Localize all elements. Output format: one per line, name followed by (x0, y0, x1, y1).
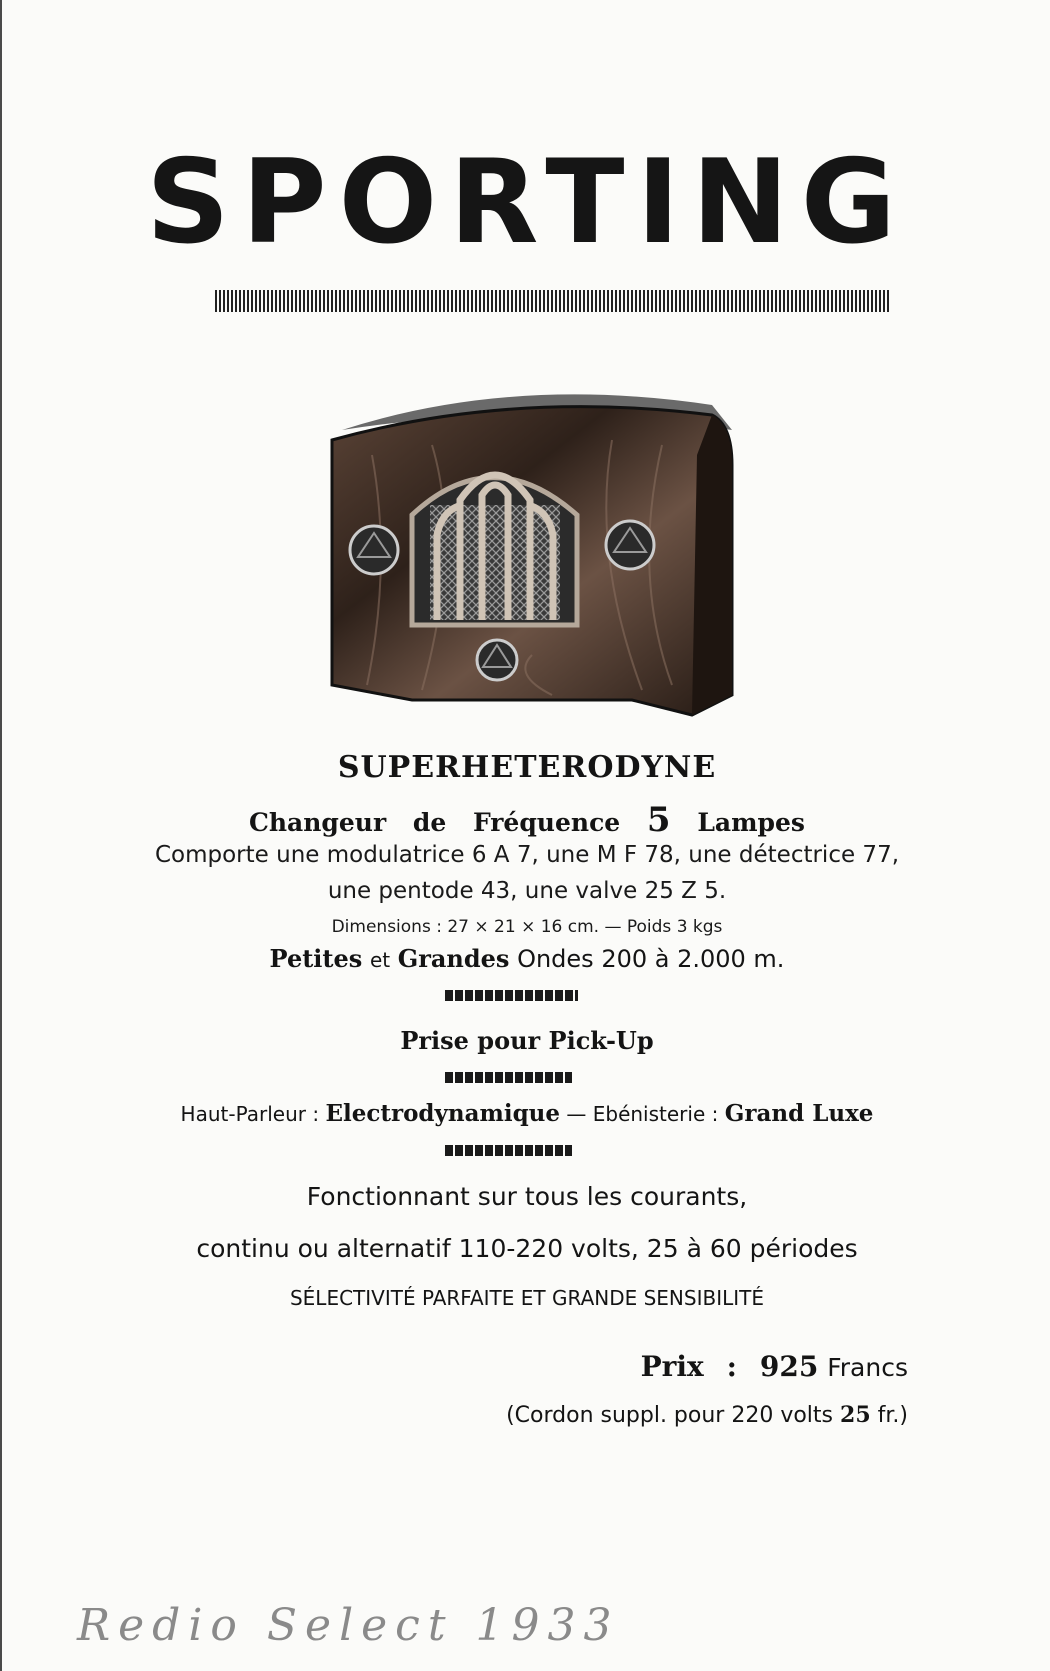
components-line-2: une pentode 43, une valve 25 Z 5. (327, 878, 727, 904)
price-line (641, 1350, 908, 1383)
cord-text: (Cordon suppl. pour 220 volts (506, 1403, 834, 1428)
title-underline-rule (215, 290, 890, 312)
handwritten-note: Redio Select 1933 (77, 1600, 620, 1651)
speaker-line (2, 1100, 1050, 1127)
separator (445, 990, 578, 1001)
selectivity-line: SÉLECTIVITÉ PARFAITE ET GRANDE SENSIBILITÉ (289, 1286, 765, 1310)
cord-unit: fr.) (877, 1403, 908, 1428)
radio-image (312, 385, 782, 765)
waves-range: Ondes 200 à 2.000 m. (517, 945, 785, 973)
current-line-1: Fonctionnant sur tous les courants, (306, 1182, 748, 1211)
waves-and: et (369, 948, 391, 972)
waves-line (2, 944, 1050, 973)
components-line-1: Comporte une modulatrice 6 A 7, une M F 78, une détectrice 77, (154, 842, 900, 868)
cabinet-value: Grand Luxe (724, 1100, 874, 1127)
frequency-line (2, 800, 1050, 840)
dimensions-line: Dimensions : 27 × 21 × 16 cm. — Poids 3 kgs (331, 917, 723, 937)
price-label: Prix (640, 1350, 704, 1383)
lamps-text: Lampes (697, 808, 806, 837)
cord-note (506, 1402, 908, 1428)
lamp-count: 5 (646, 800, 671, 840)
price-currency: Francs (827, 1353, 908, 1382)
separator (445, 1145, 572, 1156)
speaker-label: Haut-Parleur : (180, 1102, 320, 1126)
waves-small: Petites (269, 944, 363, 973)
pickup-line: Prise pour Pick-Up (400, 1026, 654, 1055)
speaker-type: Electrodynamique (325, 1100, 561, 1127)
price-amount: 925 (759, 1350, 819, 1383)
speaker-dash: — (566, 1102, 587, 1126)
page-title: SPORTING (146, 135, 908, 270)
separator (445, 1072, 572, 1083)
subtitle: SUPERHETERODYNE (337, 750, 717, 785)
cabinet-label: Ebénisterie : (592, 1102, 719, 1126)
current-line-2: continu ou alternatif 110-220 volts, 25 à 60 périodes (196, 1234, 858, 1263)
cord-amount: 25 (840, 1402, 871, 1428)
price-colon: : (726, 1350, 737, 1383)
waves-large: Grandes (397, 944, 510, 973)
radio-illustration (312, 385, 782, 765)
frequency-text: Changeur de Fréquence (248, 808, 621, 837)
